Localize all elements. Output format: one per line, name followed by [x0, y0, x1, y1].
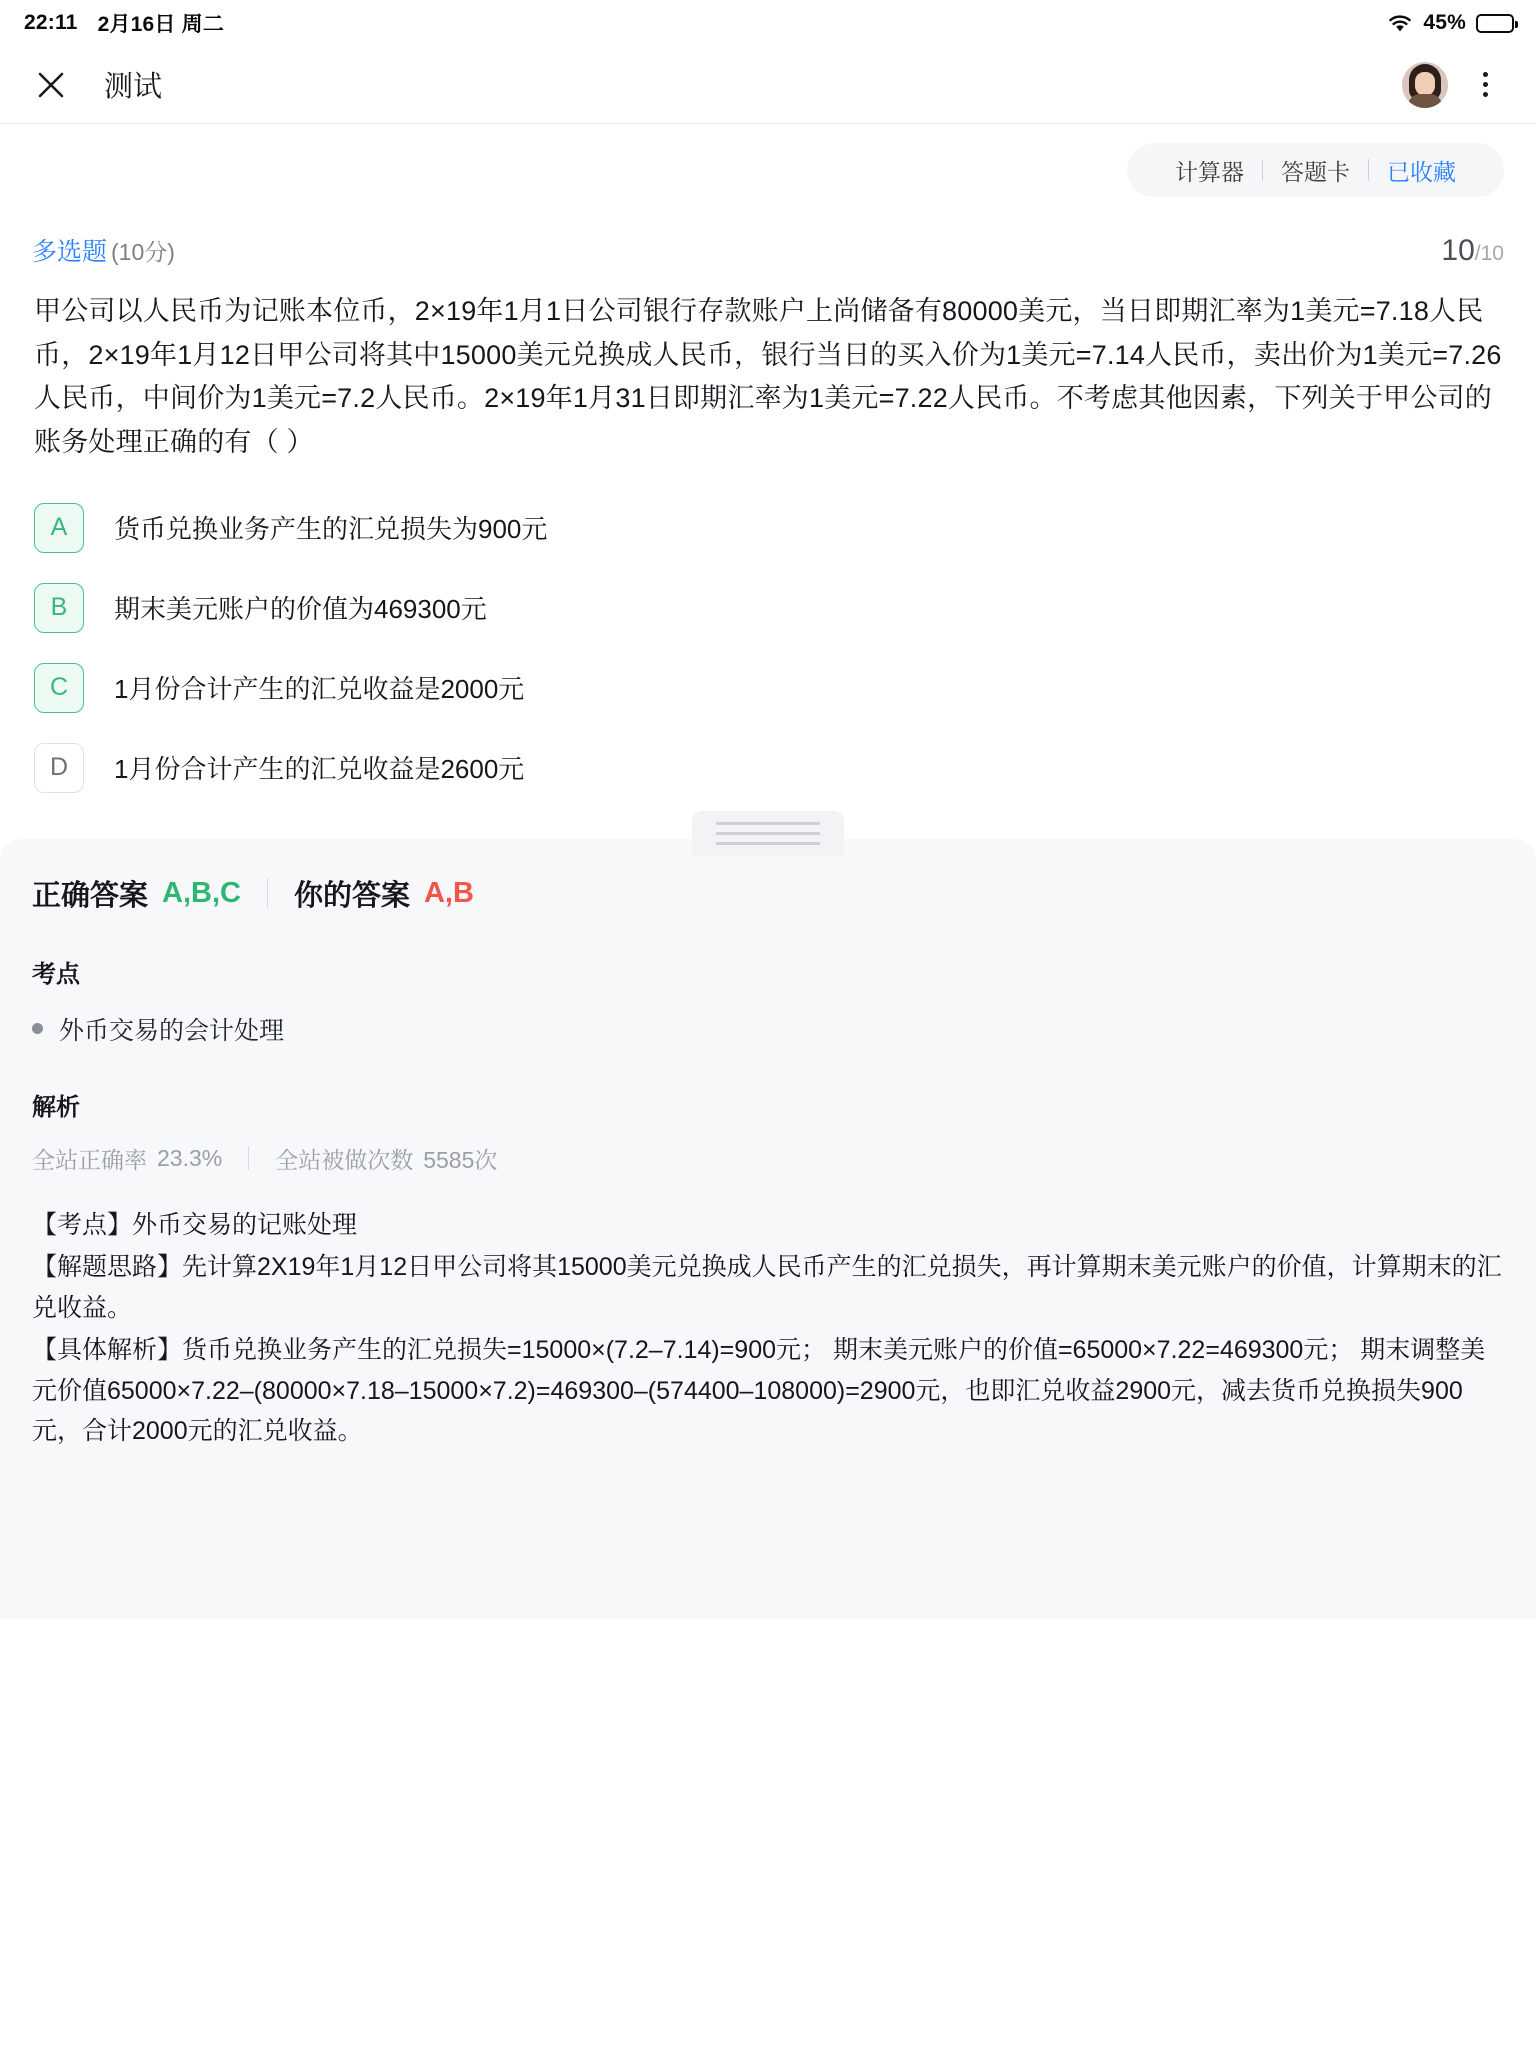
option-b-badge: B — [34, 583, 84, 633]
option-c[interactable] — [34, 663, 1502, 713]
option-d-badge: D — [34, 743, 84, 793]
answer-summary — [32, 873, 1504, 914]
analysis-paragraph-1: 【考点】外币交易的记账处理 — [32, 1210, 358, 1239]
answer-divider — [267, 878, 268, 908]
option-d[interactable] — [34, 743, 1502, 793]
attempts-value: 5585次 — [423, 1146, 498, 1173]
attempts-label: 全站被做次数 — [275, 1146, 414, 1173]
my-answer-value: A,B — [423, 876, 474, 909]
status-bar — [0, 0, 1536, 46]
favorite-button[interactable]: 已收藏 — [1387, 158, 1456, 185]
status-bar-right — [1387, 11, 1514, 35]
answer-sheet-button[interactable]: 答题卡 — [1281, 158, 1350, 185]
wifi-icon — [1387, 13, 1413, 33]
page-title: 测试 — [104, 71, 163, 103]
option-a[interactable] — [34, 503, 1502, 553]
explanation-sheet — [0, 839, 1536, 1619]
option-b-label: 期末美元账户的价值为469300元 — [114, 594, 487, 625]
option-c-badge: C — [34, 663, 84, 713]
my-answer-label: 你的答案 — [293, 879, 410, 912]
option-c-label: 1月份合计产生的汇兑收益是2000元 — [114, 674, 525, 705]
score-total: /10 — [1474, 242, 1504, 265]
analysis-title: 解析 — [32, 1093, 80, 1121]
battery-icon — [1476, 14, 1514, 33]
stats-divider — [248, 1146, 249, 1170]
correct-answer-value: A,B,C — [162, 876, 241, 909]
knowledge-item[interactable] — [32, 1011, 1504, 1047]
question-score-note: (10分) — [111, 239, 175, 265]
correct-answer-label: 正确答案 — [32, 879, 149, 912]
analysis-body — [32, 1205, 1504, 1452]
question-type: 多选题 — [32, 238, 108, 266]
option-d-label: 1月份合计产生的汇兑收益是2600元 — [114, 754, 525, 785]
option-a-badge: A — [34, 503, 84, 553]
knowledge-title: 考点 — [32, 960, 80, 988]
avatar[interactable] — [1402, 62, 1448, 108]
status-bar-left — [24, 8, 224, 38]
accuracy-label: 全站正确率 — [32, 1146, 147, 1173]
option-list — [0, 465, 1536, 793]
question-stem: 甲公司以人民币为记账本位币，2×19年1月1日公司银行存款账户上尚储备有80000美元，当日即期汇率为1美元=7.18人民币，2×19年1月12日甲公司将其中15000美元兑换成人民币，银行当日的买入价为1美元=7.14人民币，卖出价为1美元=7.26人民币，中间价为1美元=7.2人民币。2×19年1月31日即期汇率为1美元=7.22人民币。不考虑其他因素，下列关于甲公司的账务处理正确的有（ ） — [34, 296, 1502, 458]
status-time: 22:11 — [24, 11, 78, 34]
more-vertical-icon[interactable] — [1462, 62, 1508, 108]
question-stats — [32, 1142, 1504, 1175]
bullet-icon — [32, 1023, 43, 1034]
toolbar-pill — [1127, 143, 1504, 197]
knowledge-item-label: 外币交易的会计处理 — [59, 1016, 285, 1045]
accuracy-value: 23.3% — [157, 1144, 223, 1171]
close-icon[interactable] — [30, 64, 72, 106]
battery-percent-label: 45% — [1423, 11, 1466, 34]
score-obtained: 10 — [1441, 234, 1475, 267]
calculator-button[interactable]: 计算器 — [1175, 158, 1244, 185]
app-bar — [0, 46, 1536, 124]
question-header — [0, 216, 1536, 268]
status-date: 2月16日 周二 — [97, 13, 225, 36]
option-a-label: 货币兑换业务产生的汇兑损失为900元 — [114, 514, 548, 545]
answer-sheet-panel — [0, 839, 1536, 1619]
option-b[interactable] — [34, 583, 1502, 633]
analysis-paragraph-2: 【解题思路】先计算2X19年1月12日甲公司将其15000美元兑换成人民币产生的汇兑损失，再计算期末美元账户的价值，计算期末的汇兑收益。 — [32, 1253, 1502, 1322]
question-toolbar — [0, 124, 1536, 216]
analysis-paragraph-3: 【具体解析】货币兑换业务产生的汇兑损失=15000×(7.2–7.14)=900元； 期末美元账户的价值=65000×7.22=469300元； 期末调整美元价值65000×7.22–(80000×7.18–15000×7.2)=469300–(574400–108000)=2900元，也即汇兑收益2900元，减去货币兑换损失900元，合计2000元的汇兑收益。 — [32, 1336, 1486, 1446]
drag-handle[interactable] — [692, 811, 844, 857]
